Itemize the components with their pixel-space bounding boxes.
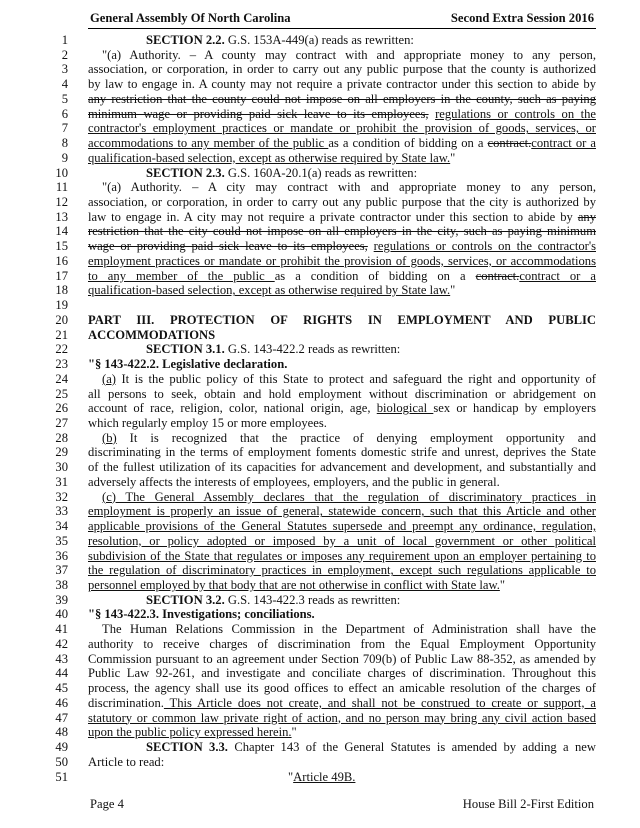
bold-text: SECTION 2.2.: [146, 33, 225, 47]
line-text: [88, 563, 596, 578]
text-run: adversely affects the interests of employees, employers, and the public in general.: [88, 474, 500, 489]
line-text: [88, 269, 596, 284]
line-number: 21: [55, 327, 68, 342]
line-number: 14: [55, 224, 68, 239]
line-text: [88, 696, 596, 711]
line-text: [88, 504, 596, 519]
line-text: [88, 637, 596, 652]
line-number: 37: [55, 563, 68, 578]
line-number: 24: [55, 371, 68, 386]
document-line: [0, 92, 640, 107]
line-number: 17: [55, 268, 68, 283]
text-run: association, or corporation, in order to carry out any public purpose that the city is authorized by: [88, 195, 596, 210]
document-line: [0, 534, 640, 549]
document-line: [0, 666, 640, 681]
text-run: G.S. 153A-449(a) reads as rewritten:: [224, 33, 414, 47]
line-text: [88, 607, 596, 622]
document-line: [0, 755, 640, 770]
line-text: [88, 254, 596, 269]
inserted-text: Article 49B.: [293, 769, 356, 784]
document-line: [0, 622, 640, 637]
line-number: 26: [55, 401, 68, 416]
text-run: "(a) Authority. – A county may contract with and appropriate money to any person,: [102, 47, 596, 62]
line-number: 42: [55, 636, 68, 651]
document-line: [0, 151, 640, 166]
line-text: [88, 475, 596, 490]
inserted-text: employment practices or mandate or prohibit the provision of goods, services, or accommodations: [88, 253, 596, 268]
line-text: [88, 195, 596, 210]
line-number: 11: [55, 180, 68, 195]
line-text: [88, 92, 596, 107]
line-text: [88, 239, 596, 254]
line-number: 44: [55, 666, 68, 681]
document-line: [0, 357, 640, 372]
line-text: [88, 593, 596, 608]
text-run: as a condition of bidding on a: [328, 136, 488, 151]
line-number: 35: [55, 533, 68, 548]
bold-text: SECTION 3.1.: [146, 342, 225, 357]
line-number: 49: [55, 740, 68, 755]
inserted-text: This Article does not create, and shall not be construed to create or support, a: [163, 695, 596, 710]
line-number: 43: [55, 651, 68, 666]
document-line: [0, 342, 640, 357]
line-text: [88, 652, 596, 667]
line-text: [88, 460, 596, 475]
text-run: by law to engage in. A county may not require a private contractor under this section to abide by: [88, 77, 596, 92]
inserted-text: subdivision of the State that regulates or imposes any requirement upon an employer pertaining to: [88, 548, 596, 563]
document-line: [0, 549, 640, 564]
text-run: association, or corporation, in order to carry out any public purpose that the county is authorized: [88, 62, 596, 77]
bold-text: PART III. PROTECTION OF RIGHTS IN EMPLOYMENT AND PUBLIC: [88, 312, 596, 327]
line-text: [88, 328, 596, 343]
text-run: sex or handicap by employers: [433, 401, 596, 416]
inserted-text: statutory or common law private right of action, and no person may bring any civil action based: [88, 710, 596, 725]
line-text: [88, 666, 596, 681]
document-line: [0, 372, 640, 387]
document-line: [0, 328, 640, 343]
text-run: G.S. 143-422.3 reads as rewritten:: [224, 592, 401, 607]
inserted-text: qualification-based selection, except as otherwise required by State law.: [88, 150, 451, 165]
text-run: authority to receive charges of discrimination from the Equal Employment Opportunity: [88, 636, 596, 651]
line-text: [88, 578, 596, 593]
text-run: G.S. 143-422.2 reads as rewritten:: [224, 342, 401, 357]
bold-text: "§ 143-422.3. Investigations; conciliations.: [88, 607, 315, 622]
text-run: discrimination.: [88, 695, 164, 710]
document-line: [0, 107, 640, 122]
line-number: 51: [55, 769, 68, 784]
line-text: [88, 401, 596, 416]
inserted-text: resolution, or policy adopted or imposed by a unit of local government or other political: [88, 533, 596, 548]
struck-text: restriction that the city could not impose on all employers in the city, such as paying minimum: [88, 224, 596, 239]
document-line: [0, 401, 640, 416]
line-number: 12: [55, 195, 68, 210]
document-line: [0, 210, 640, 225]
line-number: 40: [55, 607, 68, 622]
line-text: [88, 372, 596, 387]
document-line: [0, 283, 640, 298]
inserted-text: contract or a: [519, 268, 596, 283]
line-number: 38: [55, 578, 68, 592]
bold-text: SECTION 3.2.: [146, 592, 225, 607]
line-number: 25: [55, 386, 68, 401]
line-text: [88, 431, 596, 446]
document-line: [0, 48, 640, 63]
document-line: [0, 490, 640, 505]
text-run: ": [499, 578, 506, 592]
document-line: [0, 725, 640, 740]
inserted-text: the regulation of discriminatory practices in employment, except such regulations applicable to: [88, 563, 596, 578]
inserted-text: personnel employed by that body that are not otherwise in conflict with State law.: [88, 578, 500, 592]
text-run: ": [291, 725, 297, 740]
line-text: [88, 357, 596, 372]
line-number: 7: [61, 121, 68, 136]
text-run: law to engage in. A city may not require a private contractor under this section to abide by: [88, 209, 578, 224]
line-number: 10: [55, 165, 68, 180]
line-text: [88, 549, 596, 564]
inserted-text: (a): [102, 371, 116, 386]
line-number: 6: [61, 106, 68, 121]
text-run: It is recognized that the practice of denying employment opportunity and: [116, 430, 596, 445]
document-line: [0, 224, 640, 239]
text-run: "(a) Authority. – A city may contract with and appropriate money to any person,: [102, 180, 596, 195]
line-text: [88, 445, 596, 460]
document-line: [0, 475, 640, 490]
line-text: [88, 151, 596, 166]
document-line: [0, 445, 640, 460]
inserted-text: accommodations to any member of the public: [88, 136, 329, 151]
text-run: ": [450, 150, 456, 165]
line-text: [88, 534, 596, 549]
struck-text: any: [577, 209, 596, 224]
inserted-text: applicable provisions of the General Statutes supersede and preempt any ordinance, regulation,: [88, 519, 596, 534]
line-text: [88, 770, 596, 785]
document-line: [0, 431, 640, 446]
document-line: [0, 607, 640, 622]
document-line: [0, 711, 640, 726]
line-number: 22: [55, 342, 68, 357]
line-text: [88, 622, 596, 637]
line-number: 32: [55, 489, 68, 504]
text-run: process, the agency shall use its good offices to effect an amicable resolution of the charges of: [88, 681, 596, 696]
line-number: 31: [55, 474, 68, 489]
inserted-text: contract or a: [531, 136, 596, 151]
struck-text: contract.: [475, 268, 520, 283]
line-text: [88, 180, 596, 195]
line-number: 39: [55, 592, 68, 607]
inserted-text: contractor's employment practices or mandate or prohibit the provision of goods, services, or: [88, 121, 596, 136]
document-line: [0, 298, 640, 313]
document-line: [0, 180, 640, 195]
line-text: [88, 62, 596, 77]
text-run: The Human Relations Commission in the Department of Administration shall have the: [102, 622, 596, 637]
line-number: 18: [55, 283, 68, 298]
line-text: [88, 387, 596, 402]
line-number: 19: [55, 298, 68, 313]
document-line: [0, 254, 640, 269]
line-number: 36: [55, 548, 68, 563]
line-text: [88, 342, 596, 357]
header-right: Second Extra Session 2016: [450, 11, 594, 25]
line-text: [88, 416, 596, 431]
text-run: Commission pursuant to an agreement under Section 709(b) of Public Law 88-352, as amended by: [88, 651, 596, 666]
line-number: 47: [55, 710, 68, 725]
inserted-text: employment is properly an issue of general, statewide concern, such that this Article and other: [88, 504, 596, 519]
line-number: 30: [55, 460, 68, 475]
document-line: [0, 740, 640, 755]
line-text: [88, 166, 596, 181]
text-run: ": [288, 769, 294, 784]
line-number: 50: [55, 754, 68, 769]
document-line: [0, 593, 640, 608]
bold-text: ACCOMMODATIONS: [88, 327, 216, 342]
line-text: [88, 136, 596, 151]
line-text: [88, 313, 596, 328]
line-number: 5: [61, 91, 68, 106]
line-number: 20: [55, 312, 68, 327]
document-line: [0, 637, 640, 652]
line-text: [88, 48, 596, 63]
line-number: 45: [55, 681, 68, 696]
document-line: [0, 136, 640, 151]
text-run: Public Law 92-261, and investigate and conciliate charges of discrimination. Throughout this: [88, 666, 596, 681]
document-line: [0, 504, 640, 519]
text-run: of the fullest utilization of its capacities for advancement and development, and substantially and: [88, 460, 596, 475]
document-line: [0, 652, 640, 667]
line-text: [88, 711, 596, 726]
inserted-text: (b): [102, 430, 117, 445]
text-run: Chapter 143 of the General Statutes is amended by adding a new: [227, 740, 596, 755]
line-number: 2: [61, 47, 68, 62]
line-text: [88, 755, 596, 770]
text-run: ": [450, 283, 456, 298]
inserted-text: biological: [376, 401, 434, 416]
line-text: [88, 33, 596, 48]
line-text: [88, 725, 596, 740]
text-run: account of race, religion, color, national origin, age,: [88, 401, 377, 416]
document-line: [0, 460, 640, 475]
document-line: [0, 77, 640, 92]
document-line: [0, 195, 640, 210]
document-line: [0, 62, 640, 77]
line-text: [88, 681, 596, 696]
inserted-text: regulations or controls on the contractor's: [373, 239, 596, 254]
line-number: 48: [55, 725, 68, 740]
line-text: [88, 283, 596, 298]
struck-text: minimum wage or providing paid sick leave to its employees,: [88, 106, 429, 121]
struck-text: any restriction that the county could not impose on all employers in the county, such as paying: [88, 91, 596, 106]
document-line: [0, 563, 640, 578]
bold-text: SECTION 3.3.: [146, 740, 228, 755]
line-number: 1: [61, 33, 68, 47]
inserted-text: regulations or controls on the: [435, 106, 596, 121]
document-line: [0, 519, 640, 534]
footer-right: House Bill 2-First Edition: [462, 797, 594, 811]
struck-text: contract.: [487, 136, 532, 151]
line-number: 8: [61, 136, 68, 151]
document-line: [0, 121, 640, 136]
text-run: which regularly employ 15 or more employees.: [88, 415, 327, 430]
line-text: [88, 121, 596, 136]
text-run: discriminating in the terms of employment foments domestic strife and unrest, deprives the State: [88, 445, 596, 460]
inserted-text: upon the public policy expressed herein.: [88, 725, 292, 740]
text-run: It is the public policy of this State to protect and safeguard the right and opportunity of: [115, 371, 596, 386]
line-number: 34: [55, 519, 68, 534]
header-left: General Assembly Of North Carolina: [90, 11, 291, 25]
line-number: 29: [55, 445, 68, 460]
line-number: 33: [55, 504, 68, 519]
line-number: 41: [55, 622, 68, 637]
line-text: [88, 490, 596, 505]
document-line: [0, 313, 640, 328]
line-number: 4: [61, 77, 68, 92]
line-text: [88, 107, 596, 122]
document-line: [0, 681, 640, 696]
line-number: 3: [61, 62, 68, 77]
line-text: [88, 519, 596, 534]
document-line: [0, 239, 640, 254]
line-number: 9: [61, 150, 68, 165]
bold-text: "§ 143-422.2. Legislative declaration.: [88, 357, 288, 372]
inserted-text: to any member of the public: [88, 268, 275, 283]
line-number: 28: [55, 430, 68, 445]
document-line: [0, 416, 640, 431]
line-number: 23: [55, 357, 68, 372]
document-line: [0, 387, 640, 402]
text-run: G.S. 160A-20.1(a) reads as rewritten:: [224, 165, 418, 180]
line-number: 46: [55, 695, 68, 710]
document-line: [0, 770, 640, 785]
text-run: Article to read:: [88, 754, 165, 769]
page-header: [88, 6, 596, 29]
line-text: [88, 740, 596, 755]
document-line: [0, 166, 640, 181]
document-line: [0, 269, 640, 284]
bold-text: SECTION 2.3.: [146, 165, 225, 180]
document-line: [0, 696, 640, 711]
inserted-text: qualification-based selection, except as otherwise required by State law.: [88, 283, 451, 298]
document-line: [0, 33, 640, 48]
document-line: [0, 578, 640, 593]
footer-left: Page 4: [90, 797, 124, 811]
line-number: 27: [55, 415, 68, 430]
struck-text: wage or providing paid sick leave to its employees,: [88, 239, 368, 254]
line-number: 15: [55, 239, 68, 254]
line-text: [88, 77, 596, 92]
line-text: [88, 224, 596, 239]
line-text: [88, 210, 596, 225]
line-number: 16: [55, 253, 68, 268]
line-number: 13: [55, 209, 68, 224]
text-run: all persons to seek, obtain and hold employment without discrimination or abridgement on: [88, 386, 596, 401]
text-run: as a condition of bidding on a: [274, 268, 476, 283]
inserted-text: (c) The General Assembly declares that the regulation of discriminatory practices in: [102, 489, 596, 504]
